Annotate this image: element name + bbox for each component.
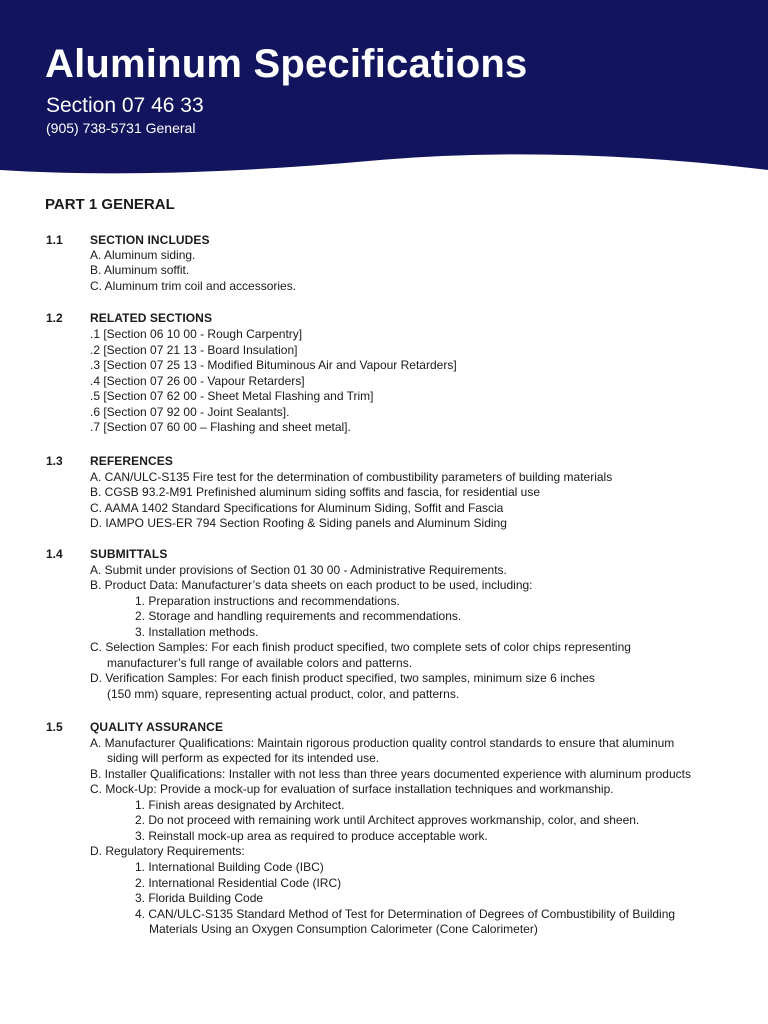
- sub-list-item-continuation: Materials Using an Oxygen Consumption Calorimeter (Cone Calorimeter): [149, 922, 538, 936]
- list-item: .3 [Section 07 25 13 - Modified Bituminous Air and Vapour Retarders]: [90, 358, 457, 372]
- sub-list-item: 2. Storage and handling requirements and recommendations.: [135, 609, 462, 623]
- list-item: D. IAMPO UES-ER 794 Section Roofing & Siding panels and Aluminum Siding: [90, 516, 507, 530]
- list-item: C. Mock-Up: Provide a mock-up for evaluation of surface installation techniques and workmanship.: [90, 782, 614, 796]
- list-item: B. Aluminum soffit.: [90, 263, 190, 277]
- header-banner: [0, 0, 768, 200]
- list-item: C. AAMA 1402 Standard Specifications for Aluminum Siding, Soffit and Fascia: [90, 501, 504, 515]
- sub-list-item: 2. International Residential Code (IRC): [135, 876, 342, 890]
- list-item: .7 [Section 07 60 00 – Flashing and sheet metal].: [90, 420, 351, 434]
- list-item: D. Verification Samples: For each finish product specified, two samples, minimum size 6 inches: [90, 671, 595, 685]
- section-number: 1.1: [46, 233, 63, 247]
- phone-number: (905) 738-5731 General: [46, 120, 196, 136]
- list-item: C. Aluminum trim coil and accessories.: [90, 279, 297, 293]
- list-item-continuation: (150 mm) square, representing actual product, color, and patterns.: [107, 687, 460, 701]
- section-number: 1.2: [46, 311, 63, 325]
- sub-list-item: 1. Preparation instructions and recommendations.: [135, 594, 400, 608]
- section-code: Section 07 46 33: [46, 94, 204, 117]
- section-title: RELATED SECTIONS: [90, 311, 213, 325]
- list-item: B. CGSB 93.2-M91 Prefinished aluminum siding soffits and fascia, for residential use: [90, 485, 540, 499]
- list-item: A. Aluminum siding.: [90, 248, 196, 262]
- section-title: SECTION INCLUDES: [90, 233, 210, 247]
- list-item: .6 [Section 07 92 00 - Joint Sealants].: [90, 405, 290, 419]
- section-number: 1.3: [46, 454, 63, 468]
- page-title: Aluminum Specifications: [45, 42, 528, 86]
- list-item: .2 [Section 07 21 13 - Board Insulation]: [90, 343, 298, 357]
- list-item-continuation: manufacturer’s full range of available colors and patterns.: [107, 656, 413, 670]
- list-item: B. Product Data: Manufacturer’s data sheets on each product to be used, including:: [90, 578, 533, 592]
- list-item: .4 [Section 07 26 00 - Vapour Retarders]: [90, 374, 305, 388]
- list-item: A. Submit under provisions of Section 01 30 00 - Administrative Requirements.: [90, 563, 507, 577]
- section-title: SUBMITTALS: [90, 547, 168, 561]
- list-item: A. CAN/ULC-S135 Fire test for the determination of combustibility parameters of building materials: [90, 470, 613, 484]
- sub-list-item: 3. Florida Building Code: [135, 891, 264, 905]
- list-item: .5 [Section 07 62 00 - Sheet Metal Flashing and Trim]: [90, 389, 374, 403]
- list-item: D. Regulatory Requirements:: [90, 844, 245, 858]
- section-title: REFERENCES: [90, 454, 174, 468]
- section-number: 1.4: [46, 547, 63, 561]
- sub-list-item: 2. Do not proceed with remaining work until Architect approves workmanship, color, and sheen.: [135, 813, 640, 827]
- sub-list-item: 1. Finish areas designated by Architect.: [135, 798, 345, 812]
- list-item: B. Installer Qualifications: Installer with not less than three years documented experience with aluminum products: [90, 767, 691, 781]
- sub-list-item: 4. CAN/ULC-S135 Standard Method of Test for Determination of Degrees of Combustibility of Building: [135, 907, 676, 921]
- list-item-continuation: siding will perform as expected for its intended use.: [107, 751, 380, 765]
- list-item: C. Selection Samples: For each finish product specified, two complete sets of color chips representing: [90, 640, 631, 654]
- section-number: 1.5: [46, 720, 63, 734]
- list-item: A. Manufacturer Qualifications: Maintain rigorous production quality control standards to ensure that aluminum: [90, 736, 675, 750]
- sub-list-item: 3. Reinstall mock-up area as required to produce acceptable work.: [135, 829, 488, 843]
- sub-list-item: 3. Installation methods.: [135, 625, 259, 639]
- part-heading: PART 1 GENERAL: [45, 196, 175, 213]
- section-title: QUALITY ASSURANCE: [90, 720, 224, 734]
- list-item: .1 [Section 06 10 00 - Rough Carpentry]: [90, 327, 303, 341]
- sub-list-item: 1. International Building Code (IBC): [135, 860, 324, 874]
